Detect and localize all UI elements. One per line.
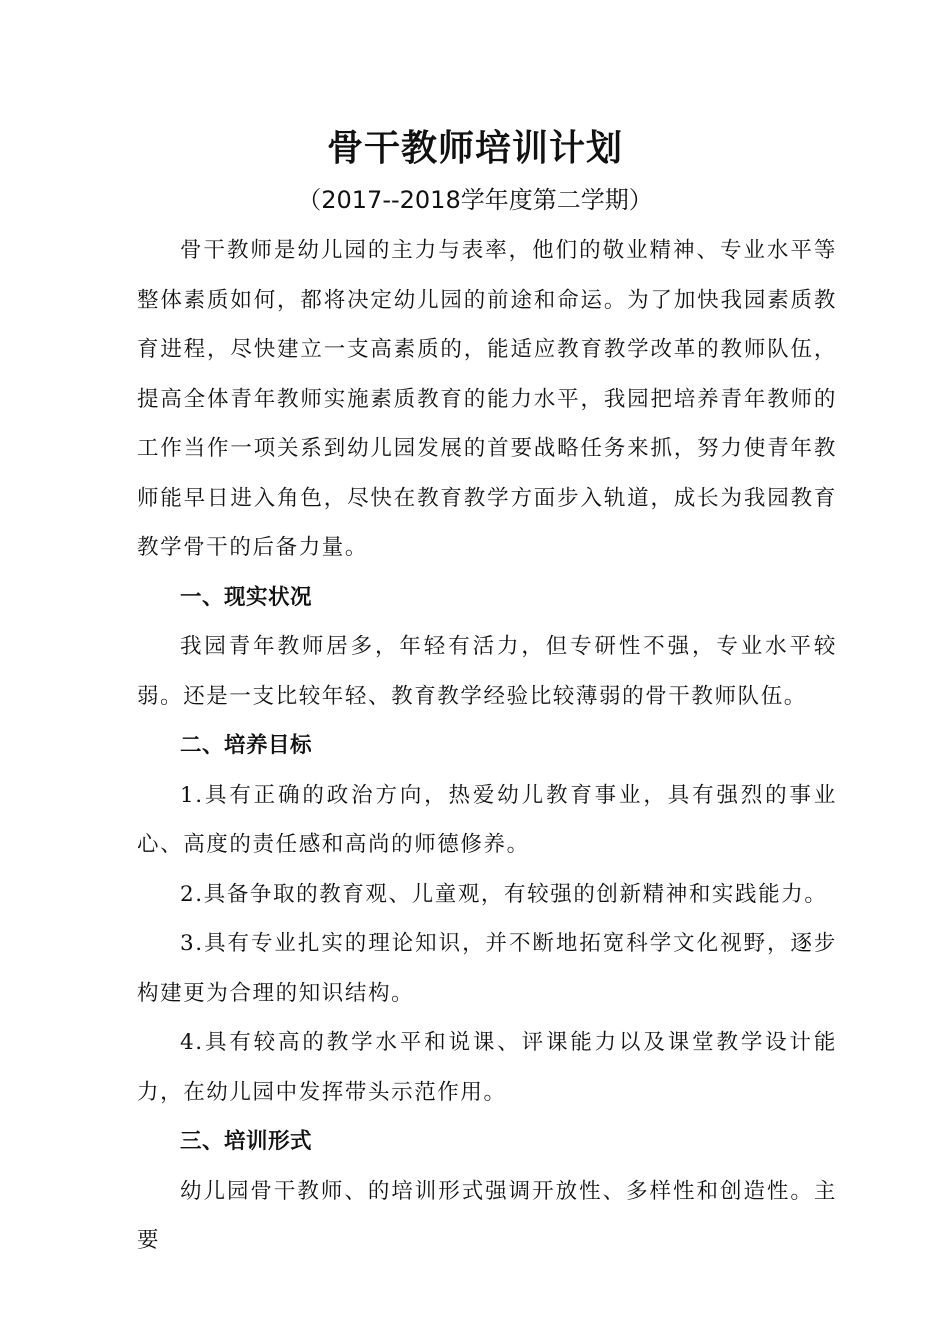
paragraph-status: 我园青年教师居多，年轻有活力，但专研性不强，专业水平较弱。还是一支比较年轻、教育教学经验比较薄弱的骨干教师队伍。 bbox=[137, 634, 837, 709]
paragraph-goal-1: 1.具有正确的政治方向，热爱幼儿教育事业，具有强烈的事业心、高度的责任感和高尚的师德修养。 bbox=[137, 782, 837, 857]
paragraph-goal-2: 2.具备争取的教育观、儿童观，有较强的创新精神和实践能力。 bbox=[180, 881, 828, 907]
paragraph-form: 幼儿园骨干教师、的培训形式强调开放性、多样性和创造性。主要 bbox=[137, 1178, 837, 1253]
paragraph-intro: 骨干教师是幼儿园的主力与表率，他们的敬业精神、专业水平等整体素质如何，都将决定幼儿园的前途和命运。为了加快我园素质教育进程，尽快建立一支高素质的，能适应教育教学改革的教师队伍，提高全体青年教师实施素质教育的能力水平，我园把培养青年教师的工作当作一项关系到幼儿园发展的首要战略任务来抓，努力使青年教师能早日进入角色，尽快在教育教学方面步入轨道，成长为我园教育教学骨干的后备力量。 bbox=[137, 238, 837, 560]
document-title: 骨干教师培训计划 bbox=[326, 127, 623, 169]
document-subtitle: （2017--2018学年度第二学期） bbox=[297, 186, 653, 214]
section-heading-1: 一、现实状况 bbox=[180, 584, 313, 610]
document-body bbox=[137, 226, 837, 1266]
paragraph-goal-3: 3.具有专业扎实的理论知识，并不断地拓宽科学文化视野，逐步构建更为合理的知识结构。 bbox=[137, 931, 837, 1006]
paragraph-goal-4: 4.具有较高的教学水平和说课、评课能力以及课堂教学设计能力，在幼儿园中发挥带头示范作用。 bbox=[137, 1030, 837, 1105]
section-heading-3: 三、培训形式 bbox=[180, 1129, 313, 1154]
section-heading-2: 二、培养目标 bbox=[180, 733, 313, 758]
